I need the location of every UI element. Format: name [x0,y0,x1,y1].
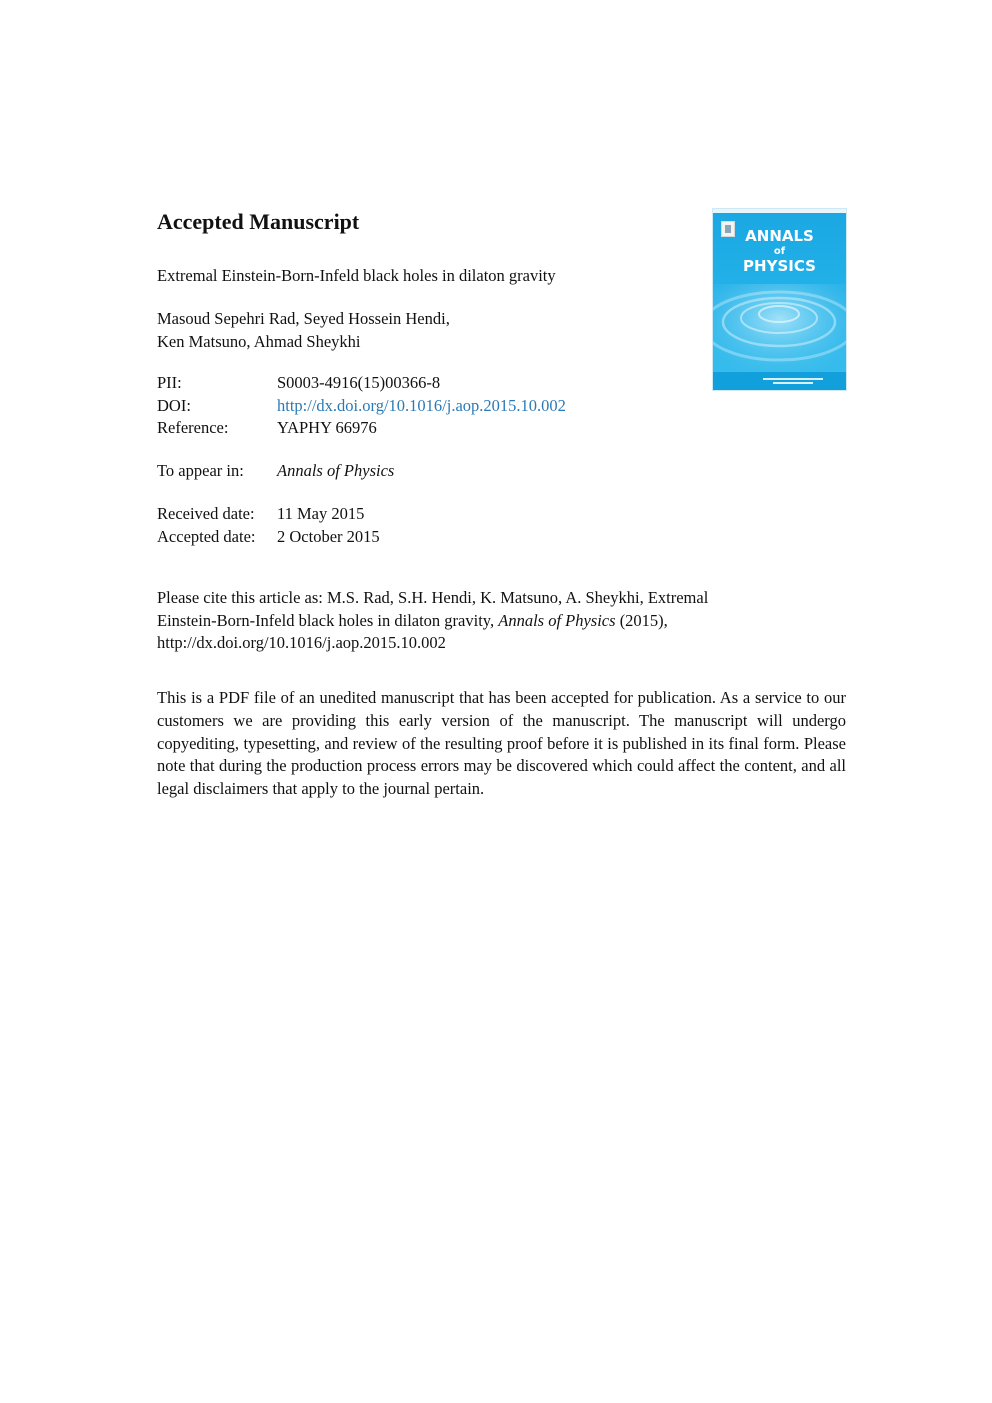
cover-top-strip [713,209,846,213]
appear-block [157,460,394,483]
cover-title [713,227,846,276]
appear-row [157,460,394,483]
pii-label: PII: [157,373,182,392]
accepted-date: 2 October 2015 [277,526,380,546]
reference-label: Reference: [157,418,229,437]
doi-link[interactable]: http://dx.doi.org/10.1016/j.aop.2015.10.002 [277,395,566,415]
cover-ripple-graphic [713,284,846,372]
manuscript-notice: This is a PDF file of an unedited manuscript that has been accepted for publication. As a service to our customers we are providing this early version of the manuscript. The manuscript will undergo copyediting, typesetting, and review of the resulting proof before it is published in its final form. Please note that during the production process errors may be discovered which could affect the content, and all legal disclaimers that apply to the journal pertain. [157,688,846,799]
pii-value: S0003-4916(15)00366-8 [277,373,441,392]
identifier-block [157,372,566,440]
citation-journal: Annals of Physics [498,610,616,630]
authors-line: Ken Matsuno, Ahmad Sheykhi [157,331,361,351]
citation-year: (2015), [615,610,668,630]
author-list [157,308,450,353]
received-label: Received date: [157,504,255,523]
article-title: Extremal Einstein-Born-Infeld black holes in dilaton gravity [157,266,556,285]
accepted-row [157,526,380,549]
citation-title-part: Einstein-Born-Infeld black holes in dilaton gravity, [157,610,499,630]
cover-footer-line [773,382,813,384]
journal-name: Annals of Physics [277,461,395,480]
doi-label: DOI: [157,395,191,415]
citation-block [157,587,847,655]
citation-line [157,610,847,633]
reference-row [157,417,566,440]
citation-line: Please cite this article as: M.S. Rad, S.H. Hendi, K. Matsuno, A. Sheykhi, Extremal [157,588,709,607]
journal-cover-image [713,209,846,390]
cover-footer-line [763,378,823,380]
cover-title-mid: of [773,246,786,257]
pii-row [157,372,566,395]
cover-footer-strip [713,372,846,390]
dates-block [157,503,380,548]
accepted-label: Accepted date: [157,526,256,546]
cover-title-top: ANNALS [745,227,814,245]
cover-title-bottom: PHYSICS [743,257,816,275]
received-row [157,503,380,526]
appear-label: To appear in: [157,461,244,480]
doi-row [157,395,566,418]
authors-line: Masoud Sepehri Rad, Seyed Hossein Hendi, [157,309,450,328]
citation-doi: http://dx.doi.org/10.1016/j.aop.2015.10.002 [157,633,446,652]
received-date: 11 May 2015 [277,504,365,523]
page-heading: Accepted Manuscript [157,209,360,234]
reference-value: YAPHY 66976 [277,418,377,437]
